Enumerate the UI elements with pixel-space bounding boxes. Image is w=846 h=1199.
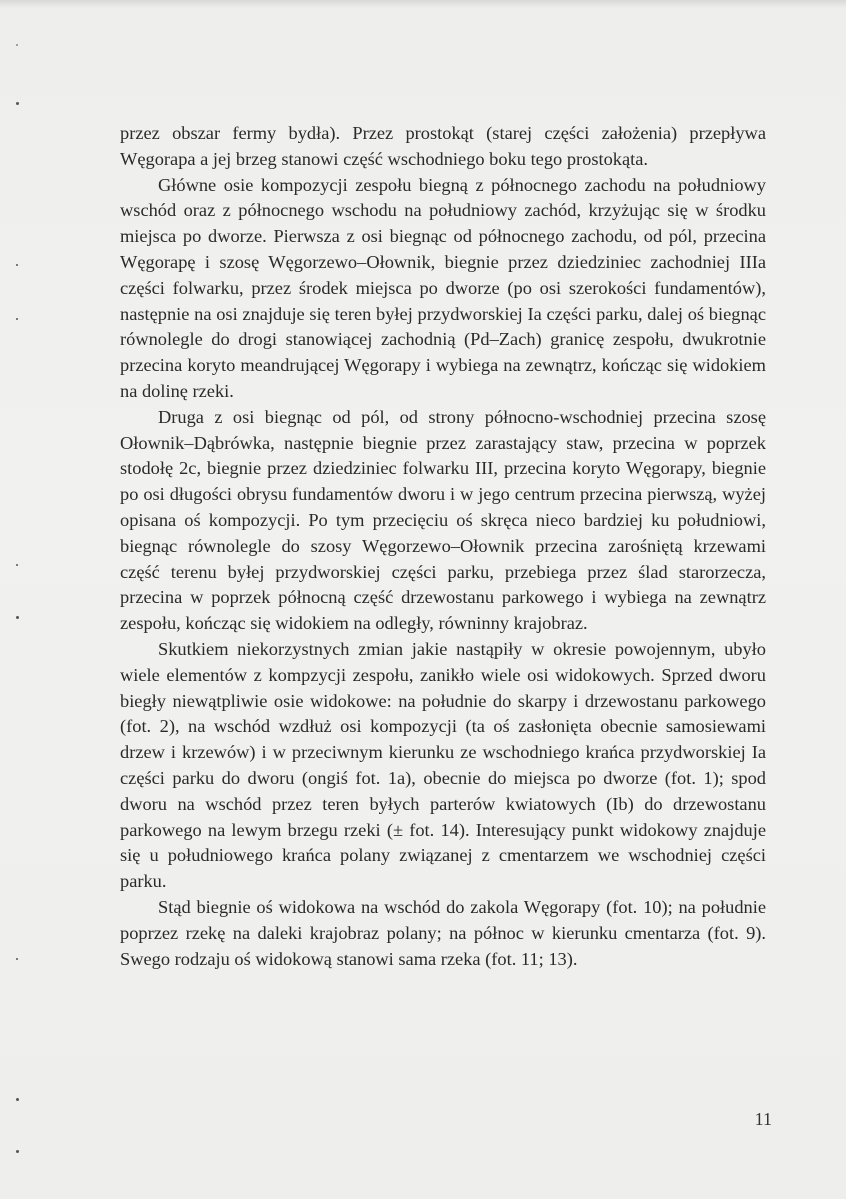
paragraph: Skutkiem niekorzystnych zmian jakie nastąpiły w okresie powojennym, ubyło wiele elementów z kompzycji zespołu, zanikło wiele osi widokowych. Sprzed dworu biegły niewątpliwie osie widokowe: na południe do skarpy i drzewostanu parkowego (fot. 2), na wschód wzdłuż osi kompozycji (ta oś zasłonięta obecnie samosiewami drzew i krzewów) i w przeciwnym kierunku ze wschodniego krańca przydworskiej Ia części parku do dworu (ongiś fot. 1a), obecnie do miejsca po dworze (fot. 1); spod dworu na wschód przez teren byłych parterów kwiatowych (Ib) do drzewostanu parkowego na lewym brzegu rzeki (± fot. 14). Interesujący punkt widokowy znajduje się u południowego krańca polany związanej z cmentarzem we wschodniej części parku. [120,638,766,892]
paragraph: Druga z osi biegnąc od pól, od strony północno-wschodniej przecina szosę Ołownik–Dąbrówka, następnie biegnie przez zarastający staw, przecina w poprzek stodołę 2c, biegnie przez dziedziniec folwarku III, przecina koryto Węgorapy, biegnie po osi długości obrysu fundamentów dworu i w jego centrum przecina pierwszą, wyżej opisana oś kompozycji. Po tym przecięciu oś skręca nieco bardziej ku południowi, biegnąc równolegle do szosy Węgorzewo–Ołownik przecina zarośniętą krzewami część terenu byłej przydworskiej części parku, przebiega przez ślad starorzecza, przecina w poprzek północną część drzewostanu parkowego i wybiega na zewnątrz zespołu, kończąc się widokiem na odległy, równinny krajobraz. [120,406,766,634]
paragraph: Stąd biegnie oś widokowa na wschód do zakola Węgorapy (fot. 10); na południe poprzez rzekę na daleki krajobraz polany; na północ w kierunku cmentarza (fot. 9). Swego rodzaju oś widokową stanowi sama rzeka (fot. 11; 13). [120,896,766,969]
paragraph: Główne osie kompozycji zespołu biegną z północnego zachodu na południowy wschód oraz z północnego wschodu na południowy zachód, krzyżując się w środku miejsca po dworze. Pierwsza z osi biegnąc od północnego zachodu, od pól, przecina Węgorapę i szosę Węgorzewo–Ołownik, biegnie przez dziedziniec zachodniej IIIa części folwarku, przez środek miejsca po dworze (po osi szerokości fundamentów), następnie na osi znajduje się teren byłej przydworskiej Ia części parku, dalej oś biegnąc równolegle do drogi stanowiącej zachodnią (Pd–Zach) granicę zespołu, dwukrotnie przecina koryto meandrującej Węgorapy i wybiega na zewnątrz, kończąc się widokiem na dolinę rzeki. [120,174,766,401]
scan-speck [16,264,18,266]
scan-speck [16,44,18,46]
scan-speck [16,102,19,105]
scan-speck [16,616,19,619]
page-number: 11 [754,1109,772,1129]
body-text [120,121,766,972]
page-top-edge [0,0,846,8]
scan-speck [16,958,18,960]
scan-speck [16,1098,19,1101]
scan-speck [16,564,18,566]
scan-speck [16,318,18,320]
paragraph: przez obszar fermy bydła). Przez prostokąt (starej części założenia) przepływa Węgorapa a jej brzeg stanowi część wschodniego boku tego prostokąta. [120,123,766,169]
scan-speck [16,1150,19,1153]
